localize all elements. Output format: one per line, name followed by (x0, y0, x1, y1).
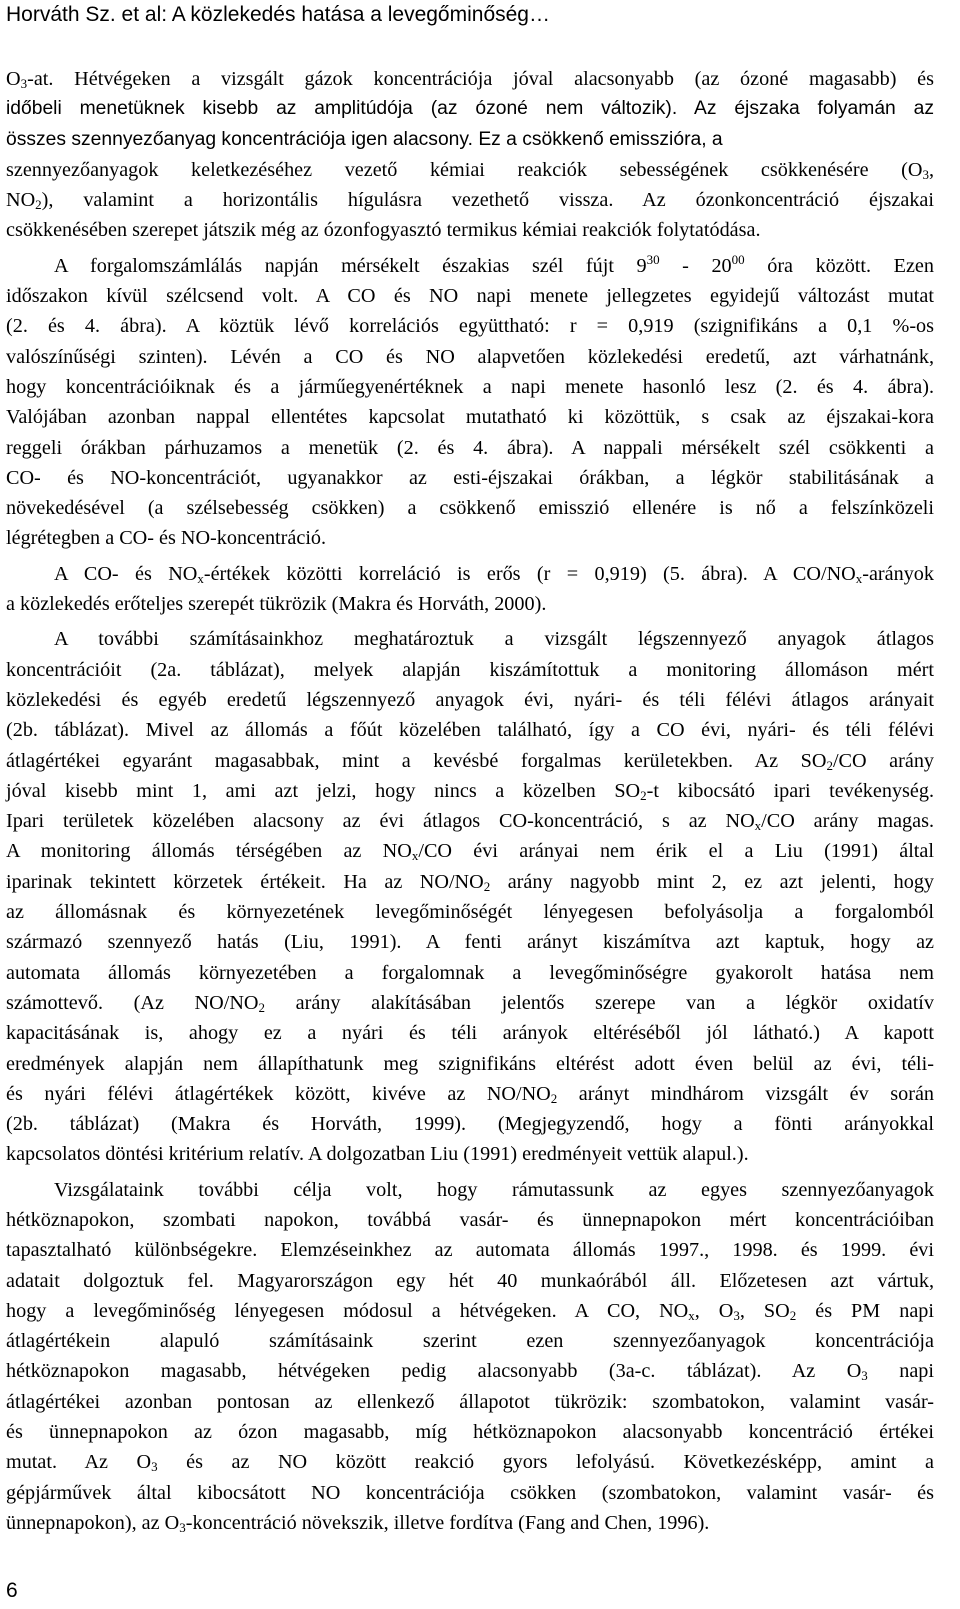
text-line (6, 1139, 934, 1169)
text-run: összes szennyezőanyag koncentrációja igen alacsony. Ez a csökkenő emisszióra, a (6, 128, 723, 150)
text-run: jóval kisebb mint 1, ami azt jelzi, hogy nincs a közelben SO (6, 779, 641, 802)
text-line (6, 836, 934, 866)
subscript: x (688, 1307, 695, 1323)
text-line (6, 311, 934, 341)
text-run: ünnepnapokon), az O (6, 1511, 180, 1534)
text-run: növekedésével (a szélsebesség csökken) a csökkenő emisszió ellenére is nő a felszínközeli (6, 497, 934, 520)
text-run: és ünnepnapokon az ózon magasabb, míg hétköznapokon alacsonyabb koncentráció értékei (6, 1421, 934, 1444)
text-run: adatait dolgoztuk fel. Magyarországon egy hét 40 munkaórából áll. Előzetesen azt vártuk, (6, 1269, 934, 1292)
text-run: csökkenésében szerepet játszik még az ózonfogyasztó termikus kémiai reakciók folytatódása. (6, 219, 761, 242)
text-line (6, 433, 934, 463)
subscript: 3 (151, 1459, 158, 1475)
text-line (6, 1079, 934, 1109)
text-run: valószínűségi szinten). Lévén a CO és NO alapvetően közlekedési eredetű, azt várhatnánk, (6, 345, 934, 368)
text-line (6, 746, 934, 776)
text-line (6, 94, 934, 124)
text-run: az állomásnak és környezetének levegőminőségét lényegesen befolyásolja a forgalomból (6, 901, 934, 924)
text-run: A további számításainkhoz meghatároztuk a vizsgált légszennyező anyagok átlagos (54, 628, 934, 651)
text-run: -at. Hétvégeken a vizsgált gázok koncentrációja jóval alacsonyabb (az ózoné magasabb) és (27, 68, 934, 90)
superscript: 00 (731, 251, 745, 267)
subscript: 3 (922, 166, 929, 182)
text-run: átlagértékein alapuló számításaink szerint ezen szennyezőanyagok koncentrációja (6, 1330, 934, 1353)
subscript: x (754, 818, 762, 834)
text-line (6, 402, 934, 432)
subscript: 2 (35, 197, 42, 213)
text-run: -koncentráció növekszik, illetve fordítva (Fang and Chen, 1996). (185, 1511, 710, 1534)
text-line (6, 1109, 934, 1139)
text-line (6, 185, 934, 215)
text-run: A forgalomszámlálás napján mérsékelt északias szél fújt 9 (54, 254, 647, 277)
text-run: óra között. Ezen (744, 254, 934, 277)
subscript: 3 (733, 1307, 740, 1323)
text-run: arány alakításában jelentős szerepe van a légkör oxidatív (265, 991, 935, 1014)
text-line (6, 1417, 934, 1447)
text-line (6, 1235, 934, 1265)
text-line (6, 1205, 934, 1235)
text-run: időbeli menetüknek kisebb az amplitúdója (az ózoné nem változik). Az éjszaka folyamán az (6, 98, 934, 120)
text-line (6, 559, 934, 589)
text-line (6, 64, 934, 94)
text-line (6, 715, 934, 745)
text-line (6, 897, 934, 927)
text-run: -arányok (862, 562, 934, 585)
text-line (6, 342, 934, 372)
text-run: napi (867, 1360, 934, 1383)
text-run: átlagértékei egyaránt magasabbak, mint a kevésbé forgalmas kerületekben. Az SO (6, 749, 827, 772)
text-line (6, 493, 934, 523)
subscript: 2 (826, 757, 833, 773)
text-run: kapcsolatos döntési kritérium relatív. A dolgozatban Liu (1991) eredményeit vettük alapul.). (6, 1143, 749, 1166)
text-run: számottevő. (Az NO/NO (6, 991, 259, 1014)
subscript: 2 (483, 878, 491, 894)
subscript: 3 (179, 1519, 186, 1535)
text-run: O (6, 68, 21, 90)
text-run: - 20 (659, 254, 732, 277)
text-run: Valójában azonban nappal ellentétes kapcsolat mutatható ki közöttük, s csak az éjszakai-kora (6, 406, 934, 429)
subscript: 3 (20, 76, 28, 91)
text-run: A CO- és NO (54, 562, 198, 585)
text-run: CO- és NO-koncentrációt, ugyanakkor az esti-éjszakai órákban, a légkör stabilitásának a (6, 466, 934, 489)
text-run: , SO (739, 1299, 790, 1322)
text-line (6, 1296, 934, 1326)
text-run: hétköznapokon, szombati napokon, továbbá vasár- és ünnepnapokon mért koncentrációiban (6, 1208, 934, 1231)
text-run: /CO évi arányai nem érik el a Liu (1991) által (418, 840, 934, 863)
text-line (6, 1508, 934, 1538)
text-run: (2b. táblázat). Mivel az állomás a főút közelében található, így a CO évi, nyári- és téli félévi (6, 719, 934, 742)
running-header: Horváth Sz. et al: A közlekedés hatása a levegőminőség… (6, 3, 550, 26)
text-line (6, 806, 934, 836)
text-run: A monitoring állomás térségében az NO (6, 840, 412, 863)
text-run: és nyári félévi átlagértékek között, kivéve az NO/NO (6, 1082, 551, 1105)
text-run: és PM napi (796, 1299, 934, 1322)
text-run: , O (694, 1299, 734, 1322)
text-line (6, 125, 934, 155)
text-line (6, 463, 934, 493)
text-line (6, 1356, 934, 1386)
text-line (6, 988, 934, 1018)
text-run: eredmények alapján nem állapíthatunk meg szignifikáns eltérést adott éven belül az évi, téli- (6, 1052, 934, 1075)
subscript: 2 (258, 999, 265, 1015)
text-line (6, 215, 934, 245)
text-line (6, 589, 934, 619)
text-run: koncentrációit (2a. táblázat), melyek alapján kiszámítottuk a monitoring állomáson mért (6, 658, 934, 681)
subscript: x (197, 570, 204, 586)
text-run: származó szennyező hatás (Liu, 1991). A fenti arányt kiszámítva azt kaptuk, hogy az (6, 931, 934, 954)
text-run: hétköznapokon magasabb, hétvégeken pedig alacsonyabb (3a-c. táblázat). Az O (6, 1360, 862, 1383)
text-run: légrétegben a CO- és NO-koncentráció. (6, 527, 327, 550)
text-run: NO (6, 189, 36, 212)
text-line (6, 251, 934, 281)
text-run: /CO arány (832, 749, 935, 772)
text-run: hogy a levegőminőség lényegesen módosul a hétvégeken. A CO, NO (6, 1299, 689, 1322)
text-run: közlekedési és egyéb eredetű légszennyező anyagok évi, nyári- és téli félévi átlagos arányait (6, 688, 934, 711)
text-run: és az NO között reakció gyors lefolyású. Következésképp, amint a (157, 1451, 935, 1474)
superscript: 30 (646, 251, 660, 267)
text-run: átlagértékei azonban pontosan az ellenkező állapotot tükrözik: szombatokon, valamint vasár- (6, 1390, 934, 1413)
text-line (6, 1175, 934, 1205)
subscript: x (411, 848, 419, 864)
text-line (6, 523, 934, 553)
text-run: Vizsgálataink további célja volt, hogy rámutassunk az egyes szennyezőanyagok (54, 1178, 934, 1201)
text-line (6, 1018, 934, 1048)
body-text (6, 64, 934, 1538)
text-run: , (928, 158, 934, 181)
text-line (6, 1326, 934, 1356)
text-line (6, 624, 934, 654)
text-line (6, 685, 934, 715)
text-run: Ipari területek közelében alacsony az évi átlagos CO-koncentráció, s az NO (6, 810, 755, 833)
text-run: mutat. Az O (6, 1451, 152, 1474)
text-run: -t kibocsátó ipari tevékenység. (646, 779, 934, 802)
text-line (6, 927, 934, 957)
text-line (6, 1387, 934, 1417)
subscript: 3 (861, 1368, 868, 1384)
text-run: hogy koncentrációiknak és a járműegyenértéknek a napi menete hasonló lesz (2. és 4. ábra). (6, 375, 934, 398)
text-line (6, 155, 934, 185)
subscript: 2 (789, 1307, 797, 1323)
subscript: 2 (640, 787, 647, 803)
text-line (6, 776, 934, 806)
text-run: ), valamint a horizontális hígulásra vezethető vissza. Az ózonkoncentráció éjszakai (41, 189, 934, 212)
text-line (6, 958, 934, 988)
text-run: szennyezőanyagok keletkezéséhez vezető kémiai reakciók sebességének csökkenésére (O (6, 158, 923, 181)
text-line (6, 867, 934, 897)
text-line (6, 1266, 934, 1296)
text-run: automata állomás környezetében a forgalomnak a levegőminőségre gyakorolt hatása nem (6, 961, 934, 984)
text-run: (2. és 4. ábra). A köztük lévő korrelációs együttható: r = 0,919 (szignifikáns a 0,1 %-os (6, 315, 934, 338)
text-run: arány nagyobb mint 2, ez azt jelenti, hogy (490, 870, 935, 893)
text-run: gépjárművek által kibocsátott NO koncentrációja csökken (szombatokon, valamint vasár- és (6, 1481, 934, 1504)
text-run: időszakon kívül szélcsend volt. A CO és NO napi menete jellegzetes egyidejű változást mutat (6, 285, 934, 308)
text-run: (2b. táblázat) (Makra és Horváth, 1999). (Megjegyzendő, hogy a fönti arányokkal (6, 1113, 934, 1136)
page-number: 6 (6, 1579, 18, 1602)
text-run: arányt mindhárom vizsgált év során (557, 1082, 934, 1105)
text-line (6, 281, 934, 311)
subscript: x (855, 570, 863, 586)
text-line (6, 1478, 934, 1508)
text-line (6, 1447, 934, 1477)
text-run: kapacitásának is, ahogy ez a nyári és téli arányok eltéréséből jól látható.) A kapott (6, 1022, 934, 1045)
text-run: a közlekedés erőteljes szerepét tükrözik (Makra és Horváth, 2000). (6, 593, 547, 616)
text-run: tapasztalható különbségekre. Elemzéseinkhez az automata állomás 1997., 1998. és 1999. évi (6, 1239, 934, 1262)
text-run: reggeli órákban párhuzamos a menetük (2. és 4. ábra). A nappali mérsékelt szél csökkenti a (6, 436, 934, 459)
text-run: /CO arány magas. (761, 810, 935, 833)
text-line (6, 1049, 934, 1079)
text-run: iparinak tekintett körzetek értékeit. Ha az NO/NO (6, 870, 484, 893)
text-run: -értékek közötti korreláció is erős (r = 0,919) (5. ábra). A CO/NO (203, 562, 856, 585)
text-line (6, 372, 934, 402)
subscript: 2 (550, 1090, 558, 1106)
text-line (6, 655, 934, 685)
